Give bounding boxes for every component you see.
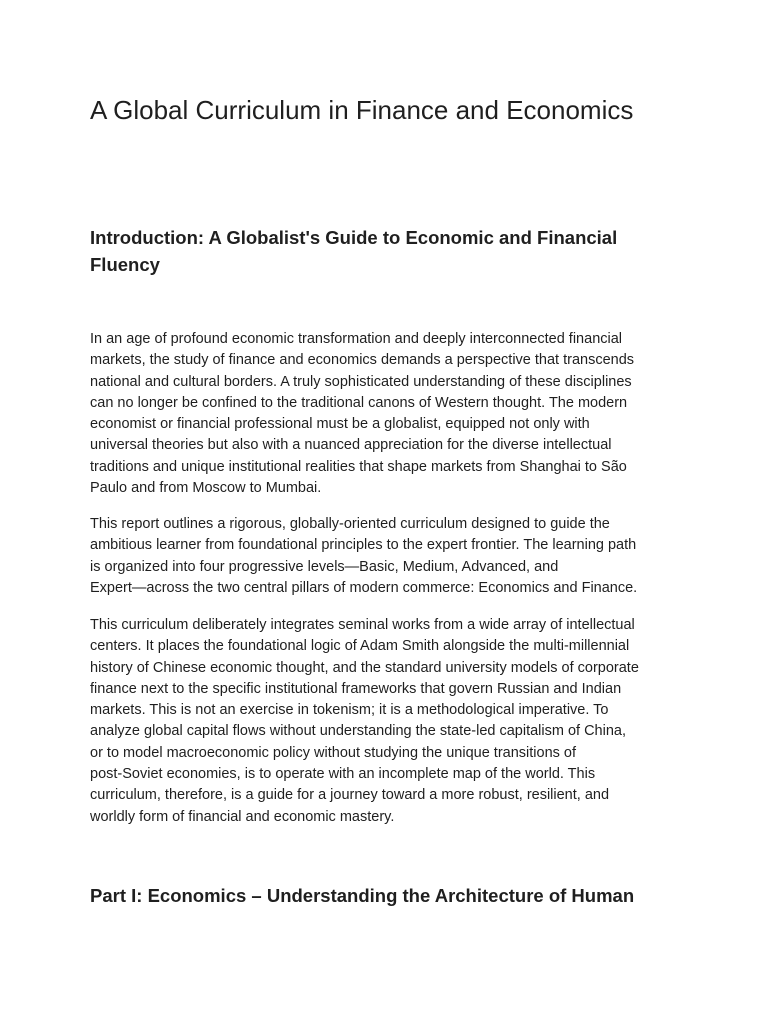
text-line: is organized into four progressive levels—Basic, Medium, Advanced, and (90, 558, 559, 575)
text-line: centers. It places the foundational logic of Adam Smith alongside the multi-millennial (90, 638, 630, 655)
text-line: history of Chinese economic thought, and the standard university models of corporate (90, 659, 639, 676)
text-line: Paulo and from Moscow to Mumbai. (90, 480, 322, 497)
text-line: This curriculum deliberately integrates seminal works from a wide array of intellectual (90, 617, 635, 633)
text-line: markets. This is not an exercise in tokenism; it is a methodological imperative. To (90, 702, 609, 719)
text-line: traditions and unique institutional realities that shape markets from Shanghai to São (90, 458, 627, 475)
text-line: This report outlines a rigorous, globally-oriented curriculum designed to guide the (90, 516, 610, 532)
heading-line: Fluency (90, 254, 160, 275)
text-line: or to model macroeconomic policy without studying the unique transitions of (90, 744, 577, 761)
intro-paragraph-2 (90, 514, 690, 599)
text-line: national and cultural borders. A truly sophisticated understanding of these disciplines (90, 373, 632, 390)
text-line: universal theories but also with a nuanced appreciation for the diverse intellectual (90, 437, 612, 454)
document-title: A Global Curriculum in Finance and Economics (90, 95, 634, 125)
intro-paragraph-1 (90, 329, 690, 499)
section-heading-part-1: Part I: Economics – Understanding the Architecture of Human (90, 885, 635, 906)
text-line: economist or financial professional must be a globalist, equipped not only with (90, 416, 590, 433)
text-line: can no longer be confined to the traditional canons of Western thought. The modern (90, 394, 628, 411)
text-line: analyze global capital flows without understanding the state-led capitalism of China, (90, 723, 627, 740)
text-line: curriculum, therefore, is a guide for a journey toward a more robust, resilient, and (90, 787, 610, 804)
text-line: finance next to the specific institutional frameworks that govern Russian and Indian (90, 680, 622, 697)
text-line: Expert—across the two central pillars of modern commerce: Economics and Finance. (90, 579, 638, 596)
heading-line: Introduction: A Globalist's Guide to Economic and Financial (90, 227, 618, 248)
text-line: worldly form of financial and economic mastery. (90, 808, 395, 825)
text-line: markets, the study of finance and economics demands a perspective that transcends (90, 352, 635, 369)
text-line: post-Soviet economies, is to operate with an incomplete map of the world. This (90, 766, 596, 783)
text-line: ambitious learner from foundational principles to the expert frontier. The learning path (90, 537, 637, 554)
intro-paragraph-3 (90, 615, 690, 828)
section-heading-introduction (90, 224, 690, 278)
text-line: In an age of profound economic transformation and deeply interconnected financial (90, 331, 623, 347)
